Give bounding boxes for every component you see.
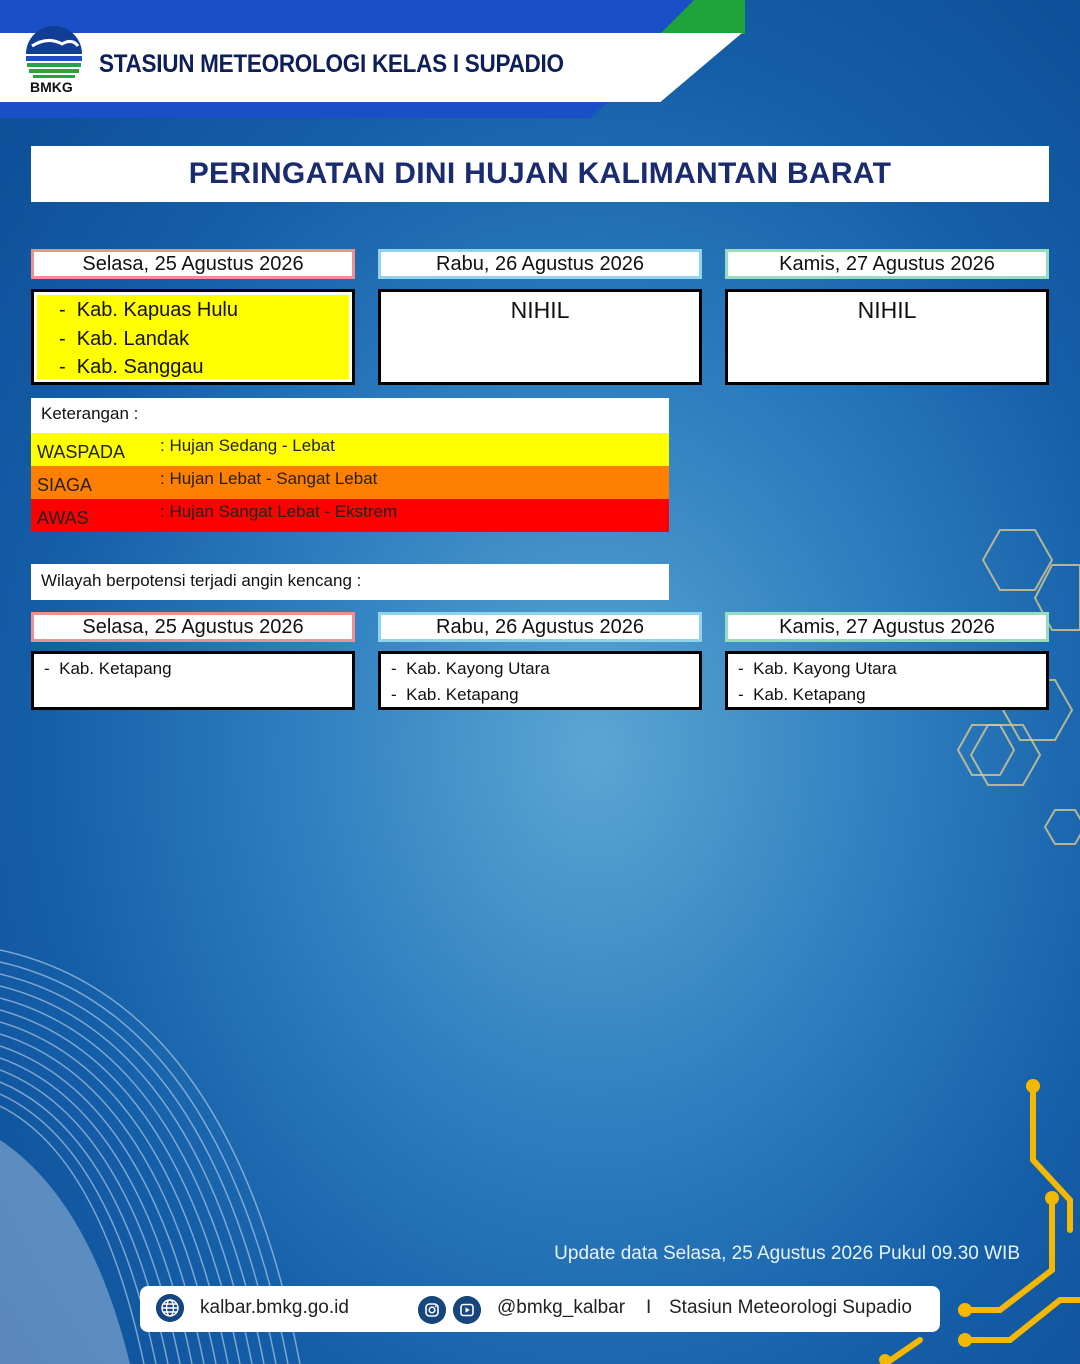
wind-day-2-cell <box>378 651 702 710</box>
footer-station: Stasiun Meteorologi Supadio <box>669 1297 912 1318</box>
legend-waspada <box>31 433 669 466</box>
list-item: - Kab. Kayong Utara <box>391 659 550 678</box>
instagram-icon[interactable] <box>418 1296 446 1324</box>
level-name: AWAS <box>37 508 89 528</box>
level-desc: : Hujan Lebat - Sangat Lebat <box>160 469 378 488</box>
waspada-highlight <box>37 295 349 379</box>
main-title-box <box>31 146 1049 202</box>
website-link[interactable]: kalbar.bmkg.go.id <box>200 1297 349 1318</box>
list-item: - Kab. Kayong Utara <box>738 659 897 678</box>
rain-day-2-header: Rabu, 26 Agustus 2026 <box>378 249 702 279</box>
wind-day-2-list <box>391 656 550 708</box>
globe-icon[interactable] <box>156 1294 184 1322</box>
list-item: - Kab. Landak <box>59 327 190 350</box>
wind-day-3-list <box>738 656 897 708</box>
legend-siaga <box>31 466 669 499</box>
list-item: - Kab. Kapuas Hulu <box>59 299 239 321</box>
rain-day-1-header: Selasa, 25 Agustus 2026 <box>31 249 355 279</box>
wind-day-3-cell <box>725 651 1049 710</box>
footer-separator: I <box>646 1297 652 1318</box>
station-title: STASIUN METEOROLOGI KELAS I SUPADIO <box>99 50 564 78</box>
footer-bar <box>140 1286 940 1332</box>
wind-day-2-header: Rabu, 26 Agustus 2026 <box>378 612 702 642</box>
wind-day-1-header: Selasa, 25 Agustus 2026 <box>31 612 355 642</box>
legend-awas <box>31 499 669 532</box>
rain-day-3-cell <box>725 289 1049 385</box>
rain-day-2-cell <box>378 289 702 385</box>
social-handle[interactable]: @bmkg_kalbar <box>497 1297 626 1318</box>
list-item: - Kab. Ketapang <box>391 685 519 704</box>
wind-day-1-cell <box>31 651 355 710</box>
legend-label: Keterangan : <box>41 404 139 423</box>
rain-day-2-status: NIHIL <box>510 297 570 323</box>
level-name: SIAGA <box>37 475 93 495</box>
rain-day-1-cell <box>31 289 355 385</box>
rain-day-3-header: Kamis, 27 Agustus 2026 <box>725 249 1049 279</box>
level-desc: : Hujan Sangat Lebat - Ekstrem <box>160 502 398 521</box>
list-item: - Kab. Ketapang <box>44 659 172 678</box>
logo-text: BMKG <box>30 79 73 95</box>
rain-day-1-list <box>59 296 238 382</box>
update-text: Update data Selasa, 25 Agustus 2026 Pukul 09.30 WIB <box>554 1243 1020 1264</box>
list-item: - Kab. Sanggau <box>59 356 204 378</box>
level-name: WASPADA <box>37 442 126 462</box>
level-desc: : Hujan Sedang - Lebat <box>160 436 335 455</box>
wind-label: Wilayah berpotensi terjadi angin kencang : <box>41 571 362 590</box>
list-item: - Kab. Ketapang <box>738 685 866 704</box>
main-title: PERINGATAN DINI HUJAN KALIMANTAN BARAT <box>188 157 892 190</box>
wind-day-1-list <box>44 656 172 682</box>
youtube-icon[interactable] <box>453 1296 481 1324</box>
rain-day-3-status: NIHIL <box>857 297 917 323</box>
wind-day-3-header: Kamis, 27 Agustus 2026 <box>725 612 1049 642</box>
